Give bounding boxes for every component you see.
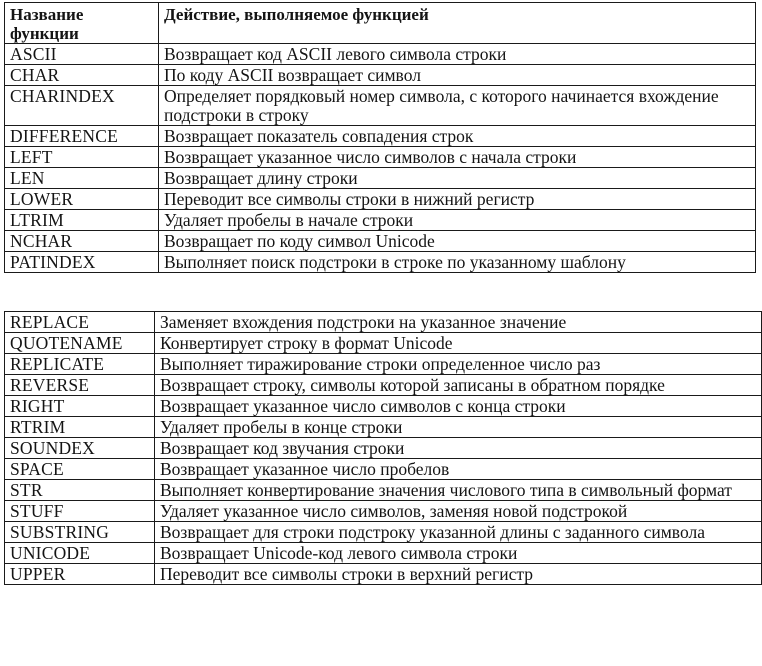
function-name-cell: STR (5, 480, 155, 501)
table-row (5, 522, 762, 543)
table-body-2 (5, 312, 762, 585)
function-name-cell: UPPER (5, 564, 155, 585)
header-function-action (159, 3, 756, 44)
functions-table-part-1 (4, 2, 756, 273)
function-description-cell: Определяет порядковый номер символа, с которого начинается вхождение подстроки в строку (159, 86, 756, 126)
function-description-cell: Удаляет пробелы в начале строки (159, 210, 756, 231)
function-name-cell: LEN (5, 168, 159, 189)
table-row (5, 210, 756, 231)
header-function-name (5, 3, 159, 44)
function-name-cell: REPLICATE (5, 354, 155, 375)
function-description-cell: Возвращает Unicode-код левого символа строки (155, 543, 762, 564)
function-name-cell: CHARINDEX (5, 86, 159, 126)
table-row (5, 564, 762, 585)
function-name-cell: NCHAR (5, 231, 159, 252)
table-row (5, 312, 762, 333)
function-name-cell: RIGHT (5, 396, 155, 417)
functions-table-part-2 (4, 311, 762, 585)
table-row (5, 333, 762, 354)
function-name-cell: UNICODE (5, 543, 155, 564)
function-description-cell: Выполняет поиск подстроки в строке по указанному шаблону (159, 252, 756, 273)
table-row (5, 438, 762, 459)
header-col2-text: Действие, выполняемое функцией (164, 5, 429, 24)
table-row (5, 65, 756, 86)
table-row (5, 44, 756, 65)
table-row (5, 168, 756, 189)
function-description-cell: По коду ASCII возвращает символ (159, 65, 756, 86)
table-row (5, 231, 756, 252)
table-row (5, 126, 756, 147)
function-name-cell: REPLACE (5, 312, 155, 333)
function-description-cell: Возвращает длину строки (159, 168, 756, 189)
function-name-cell: SOUNDEX (5, 438, 155, 459)
function-description-cell: Переводит все символы строки в нижний регистр (159, 189, 756, 210)
function-description-cell: Возвращает код ASCII левого символа строки (159, 44, 756, 65)
function-name-cell: LEFT (5, 147, 159, 168)
function-description-cell: Возвращает указанное число символов с начала строки (159, 147, 756, 168)
header-col1-text: Название функции (10, 5, 84, 43)
function-description-cell: Возвращает строку, символы которой записаны в обратном порядке (155, 375, 762, 396)
function-name-cell: ASCII (5, 44, 159, 65)
table-row (5, 354, 762, 375)
function-name-cell: STUFF (5, 501, 155, 522)
table-body-1 (5, 44, 756, 273)
function-name-cell: PATINDEX (5, 252, 159, 273)
table-row (5, 252, 756, 273)
function-name-cell: SUBSTRING (5, 522, 155, 543)
function-description-cell: Переводит все символы строки в верхний регистр (155, 564, 762, 585)
function-name-cell: DIFFERENCE (5, 126, 159, 147)
function-description-cell: Удаляет пробелы в конце строки (155, 417, 762, 438)
function-description-cell: Возвращает по коду символ Unicode (159, 231, 756, 252)
function-description-cell: Заменяет вхождения подстроки на указанное значение (155, 312, 762, 333)
function-description-cell: Возвращает код звучания строки (155, 438, 762, 459)
table-row (5, 396, 762, 417)
function-description-cell: Удаляет указанное число символов, заменяя новой подстрокой (155, 501, 762, 522)
header-row (5, 3, 756, 44)
function-name-cell: RTRIM (5, 417, 155, 438)
function-description-cell: Возвращает указанное число символов с конца строки (155, 396, 762, 417)
function-name-cell: LOWER (5, 189, 159, 210)
table-row (5, 480, 762, 501)
table-row (5, 543, 762, 564)
function-name-cell: QUOTENAME (5, 333, 155, 354)
function-description-cell: Выполняет тиражирование строки определенное число раз (155, 354, 762, 375)
table-row (5, 417, 762, 438)
table-row (5, 86, 756, 126)
function-name-cell: LTRIM (5, 210, 159, 231)
table-row (5, 375, 762, 396)
function-name-cell: REVERSE (5, 375, 155, 396)
function-description-cell: Конвертирует строку в формат Unicode (155, 333, 762, 354)
function-description-cell: Выполняет конвертирование значения числового типа в символьный формат (155, 480, 762, 501)
table-row (5, 147, 756, 168)
table-row (5, 501, 762, 522)
function-description-cell: Возвращает для строки подстроку указанной длины с заданного символа (155, 522, 762, 543)
function-name-cell: SPACE (5, 459, 155, 480)
function-description-cell: Возвращает указанное число пробелов (155, 459, 762, 480)
function-name-cell: CHAR (5, 65, 159, 86)
table-row (5, 459, 762, 480)
function-description-cell: Возвращает показатель совпадения строк (159, 126, 756, 147)
table-row (5, 189, 756, 210)
